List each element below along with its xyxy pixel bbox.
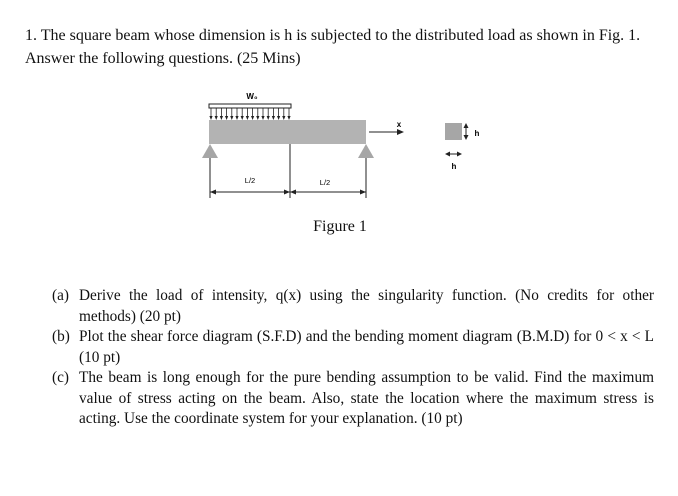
width-dimension [445, 152, 462, 157]
load-arrow-head [256, 116, 259, 120]
question-c [52, 368, 654, 430]
span-right-label: L/2 [319, 178, 331, 187]
load-arrow-head [230, 116, 233, 120]
x-axis-label: x [396, 120, 402, 129]
question-b-text: Plot the shear force diagram (S.F.D) and the bending moment diagram (B.M.D) for 0 < x < L (10 pt) [79, 328, 654, 366]
load-arrow-head [215, 116, 218, 120]
load-arrow-head [209, 116, 212, 120]
question-b-label: (b) [52, 328, 70, 345]
beam [209, 120, 366, 144]
load-arrow-head [251, 116, 254, 120]
load-arrow-head [272, 116, 275, 120]
question-a-label: (a) [52, 287, 69, 304]
left-support [202, 144, 218, 158]
question-c-label: (c) [52, 369, 69, 386]
distributed-load [209, 104, 291, 120]
load-arrow-head [225, 116, 228, 120]
cross-section [445, 123, 462, 140]
load-arrow-head [267, 116, 270, 120]
width-label: h [451, 162, 457, 171]
problem-line-1: 1. The square beam whose dimension is h is subjected to the distributed load as shown in Fig. 1. [25, 27, 641, 44]
load-arrow-head [246, 116, 249, 120]
load-arrow-head [220, 116, 223, 120]
height-label: h [474, 129, 480, 138]
load-arrow-head [241, 116, 244, 120]
question-a [52, 286, 654, 327]
span-left-label: L/2 [244, 176, 256, 185]
problem-line-2: Answer the following questions. (25 Mins) [25, 50, 301, 67]
load-arrow-head [261, 116, 264, 120]
load-arrow-head [282, 116, 285, 120]
question-c-text: The beam is long enough for the pure bending assumption to be valid. Find the maximum value of stress acting on the beam. Also, state the location where the maximum stress is acting. Use the coordinate system for your explanation. (10 pt) [79, 369, 654, 427]
figure-caption: Figure 1 [313, 218, 367, 235]
load-arrow-head [287, 116, 290, 120]
right-support [358, 144, 374, 158]
height-dimension [464, 123, 469, 140]
question-b [52, 327, 654, 368]
question-list [52, 286, 654, 430]
load-label: W₀ [246, 92, 258, 101]
load-arrow-head [277, 116, 280, 120]
span-dimensions [210, 144, 366, 198]
question-a-text: Derive the load of intensity, q(x) using the singularity function. (No credits for other methods) (20 pt) [79, 287, 654, 325]
load-arrow-head [235, 116, 238, 120]
x-axis-arrow [369, 129, 404, 135]
